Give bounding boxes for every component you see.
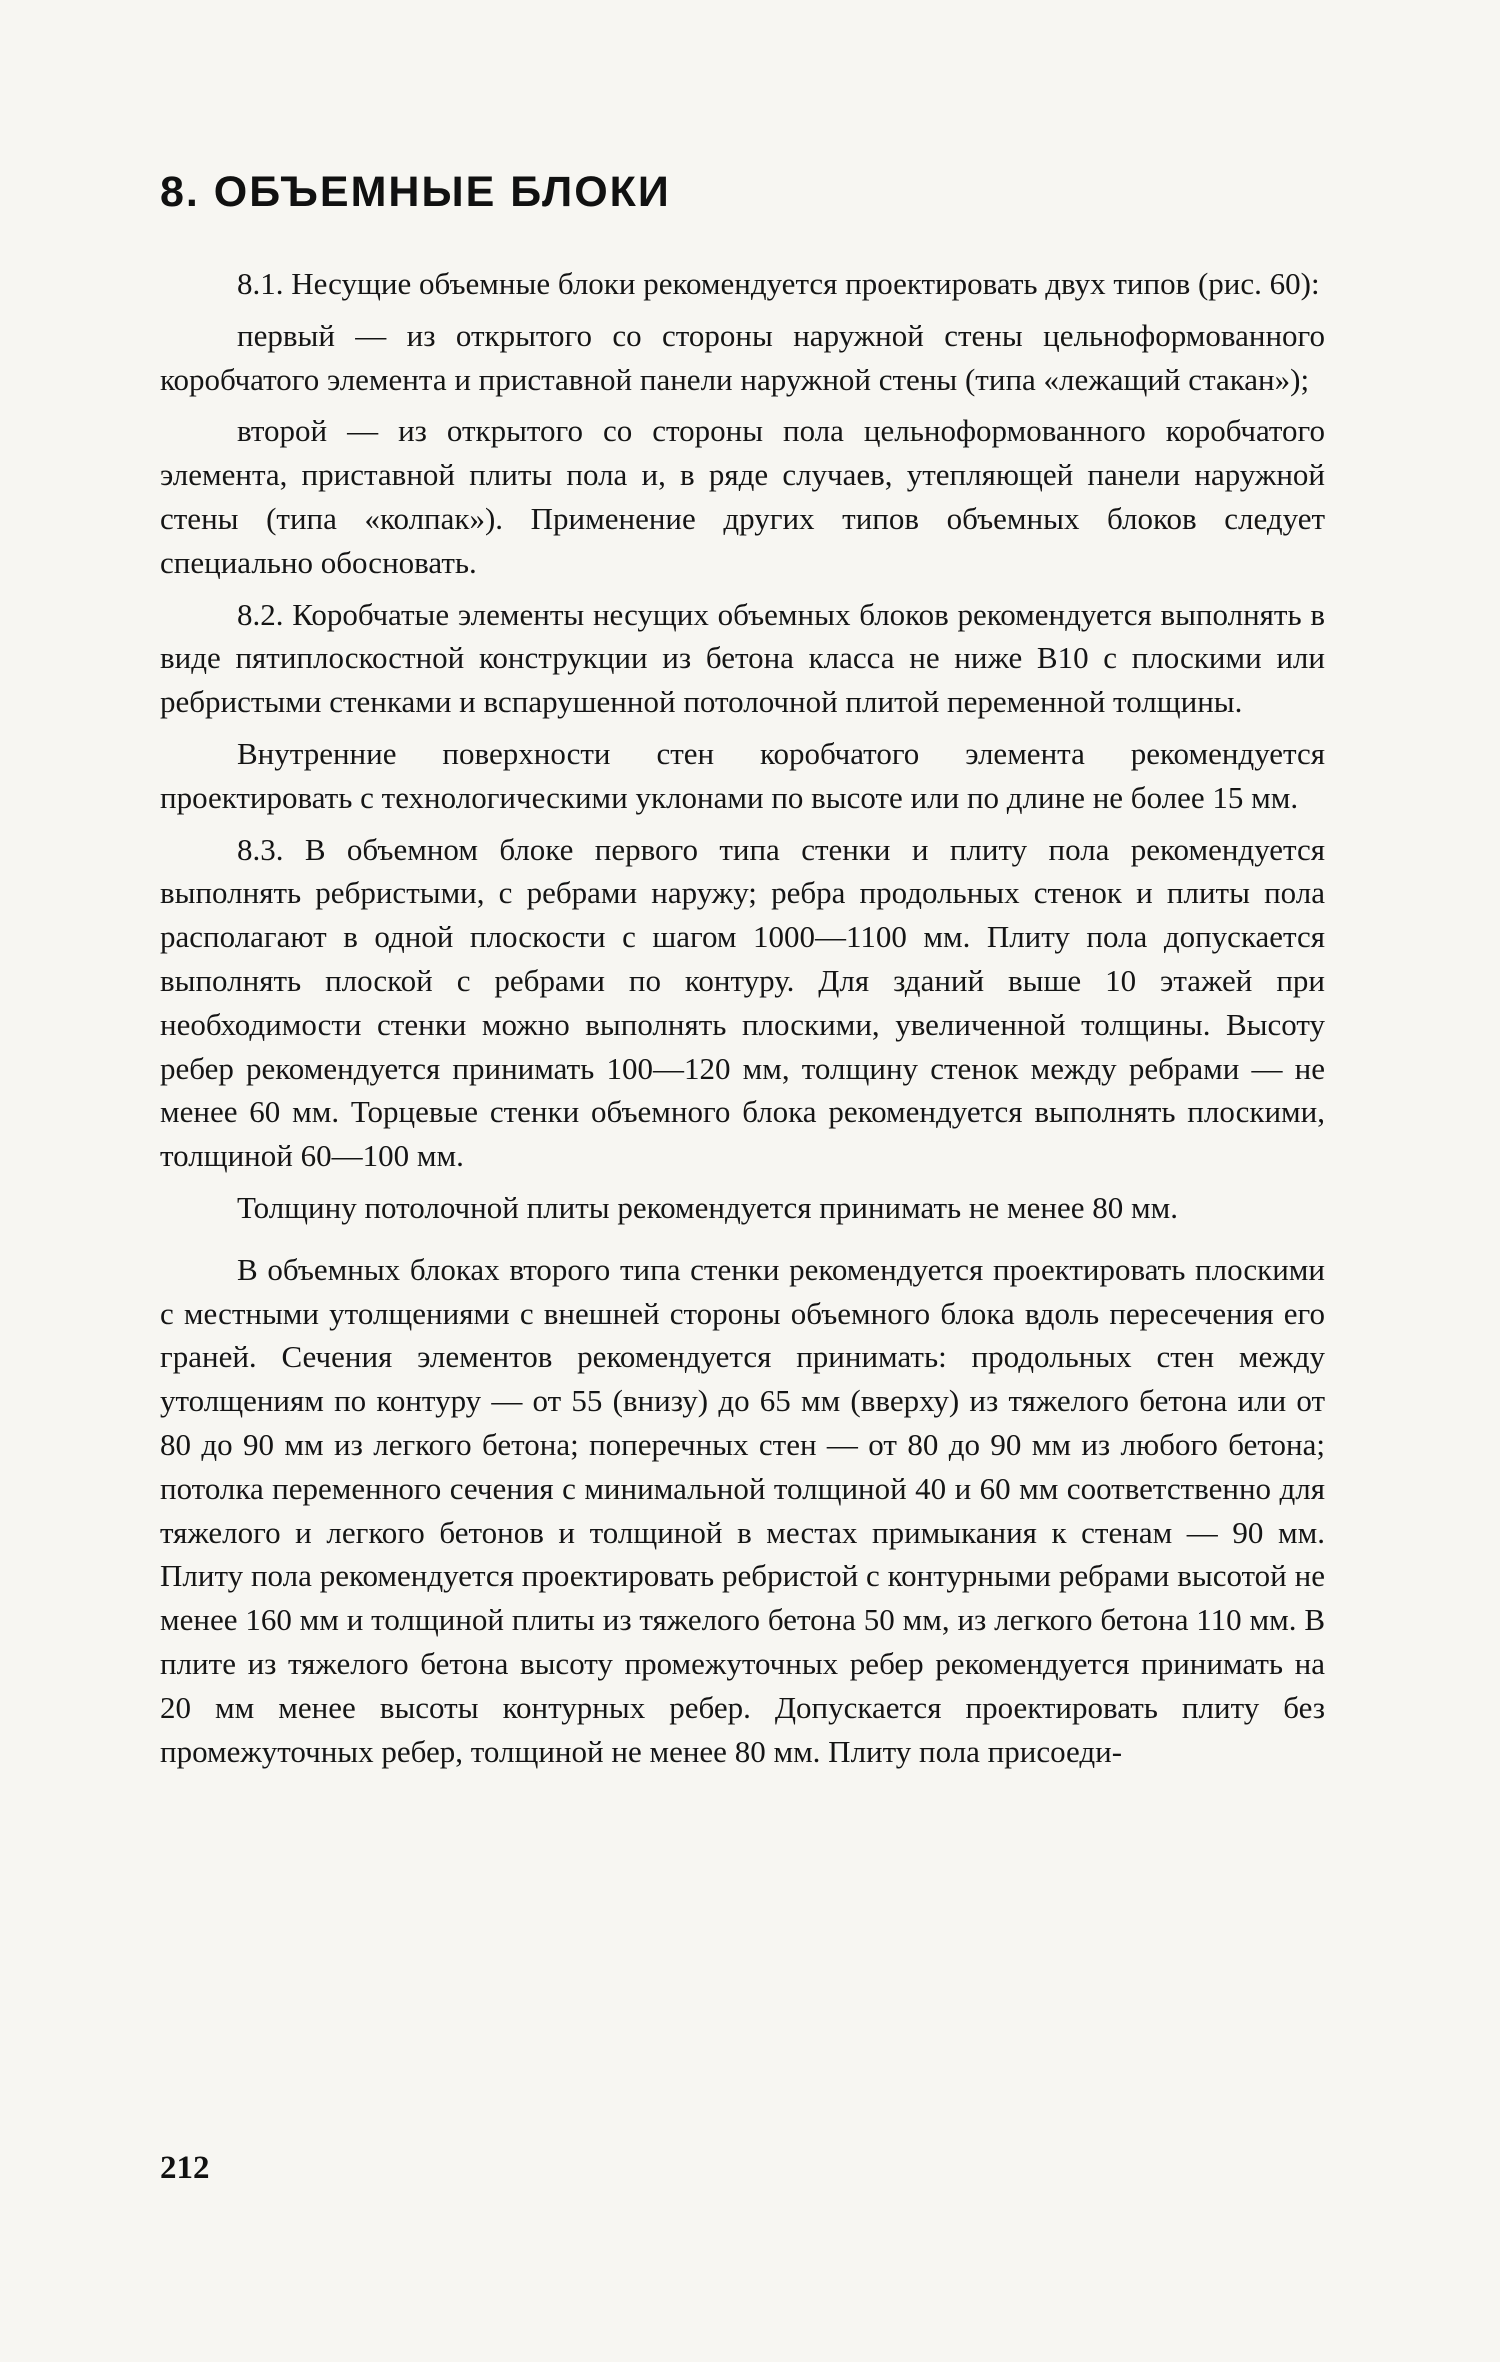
paragraph-8-1: 8.1. Несущие объемные блоки рекомендуется проектировать двух типов (рис. 60): — [237, 266, 1320, 301]
page-number: 212 — [160, 2150, 210, 2186]
body-text — [160, 262, 1325, 1781]
paragraph-8-2: 8.2. Коробчатые элементы несущих объемных блоков рекомендуется выполнять в виде пятиплоскостной конструкции из бетона класса не ниже В10 с плоскими или ребристыми стенками и вспарушенной потолочной плитой переменной толщины. — [160, 596, 1325, 720]
paragraph-type-one: первый — из открытого со стороны наружной стены цельноформованного коробчатого элемента и приставной панели наружной стены (типа «лежащий стакан»); — [160, 317, 1325, 397]
paragraph-ceiling-thickness: Толщину потолочной плиты рекомендуется принимать не менее 80 мм. — [237, 1189, 1179, 1225]
paragraph-8-3: 8.3. В объемном блоке первого типа стенки и плиту пола рекомендуется выполнять ребристыми, с ребрами наружу; ребра продольных стенок и плиты пола располагают в одной плоскости с шагом 1000—1100 мм. Плиту пола допускается выполнять плоской с ребрами по контуру. Для зданий выше 10 этажей при необходимости стенки можно выполнять плоскими, увеличенной толщины. Высоту ребер рекомендуется принимать 100—120 мм, толщину стенок между ребрами — не менее 60 мм. Торцевые стенки объемного блока рекомендуется выполнять плоскими, толщиной 60—100 мм. — [160, 831, 1325, 1174]
paragraph-inner-surfaces: Внутренние поверхности стен коробчатого элемента рекомендуется проектировать с технологическими уклонами по высоте или по длине не более 15 мм. — [160, 735, 1325, 815]
paragraph-second-type-blocks: В объемных блоках второго типа стенки рекомендуется проектировать плоскими с местными утолщениями с внешней стороны объемного блока вдоль пересечения его граней. Сечения элементов рекомендуется принимать: продольных стен между утолщениям по контуру — от 55 (внизу) до 65 мм (вверху) из тяжелого бетона или от 80 до 90 мм из легкого бетона; поперечных стен — от 80 до 90 мм из любого бетона; потолка переменного сечения с минимальной толщиной 40 и 60 мм соответственно для тяжелого и легкого бетонов и толщиной в местах примыкания к стенам — 90 мм. Плиту пола рекомендуется проектировать ребристой с контурными ребрами высотой не менее 160 мм и толщиной плиты из тяжелого бетона 50 мм, из легкого бетона 110 мм. В плите из тяжелого бетона высоту промежуточных ребер рекомендуется принимать на 20 мм менее высоты контурных ребер. Допускается проектировать плиту без промежуточных ребер, толщиной не менее 80 мм. Плиту пола присоеди- — [160, 1251, 1325, 1769]
paragraph-type-two: второй — из открытого со стороны пола цельноформованного коробчатого элемента, приставной плиты пола и, в ряде случаев, утепляющей панели наружной стены (типа «колпак»). Применение других типов объемных блоков следует специально обосновать. — [160, 413, 1325, 580]
section-heading: 8. ОБЪЕМНЫЕ БЛОКИ — [160, 168, 671, 216]
